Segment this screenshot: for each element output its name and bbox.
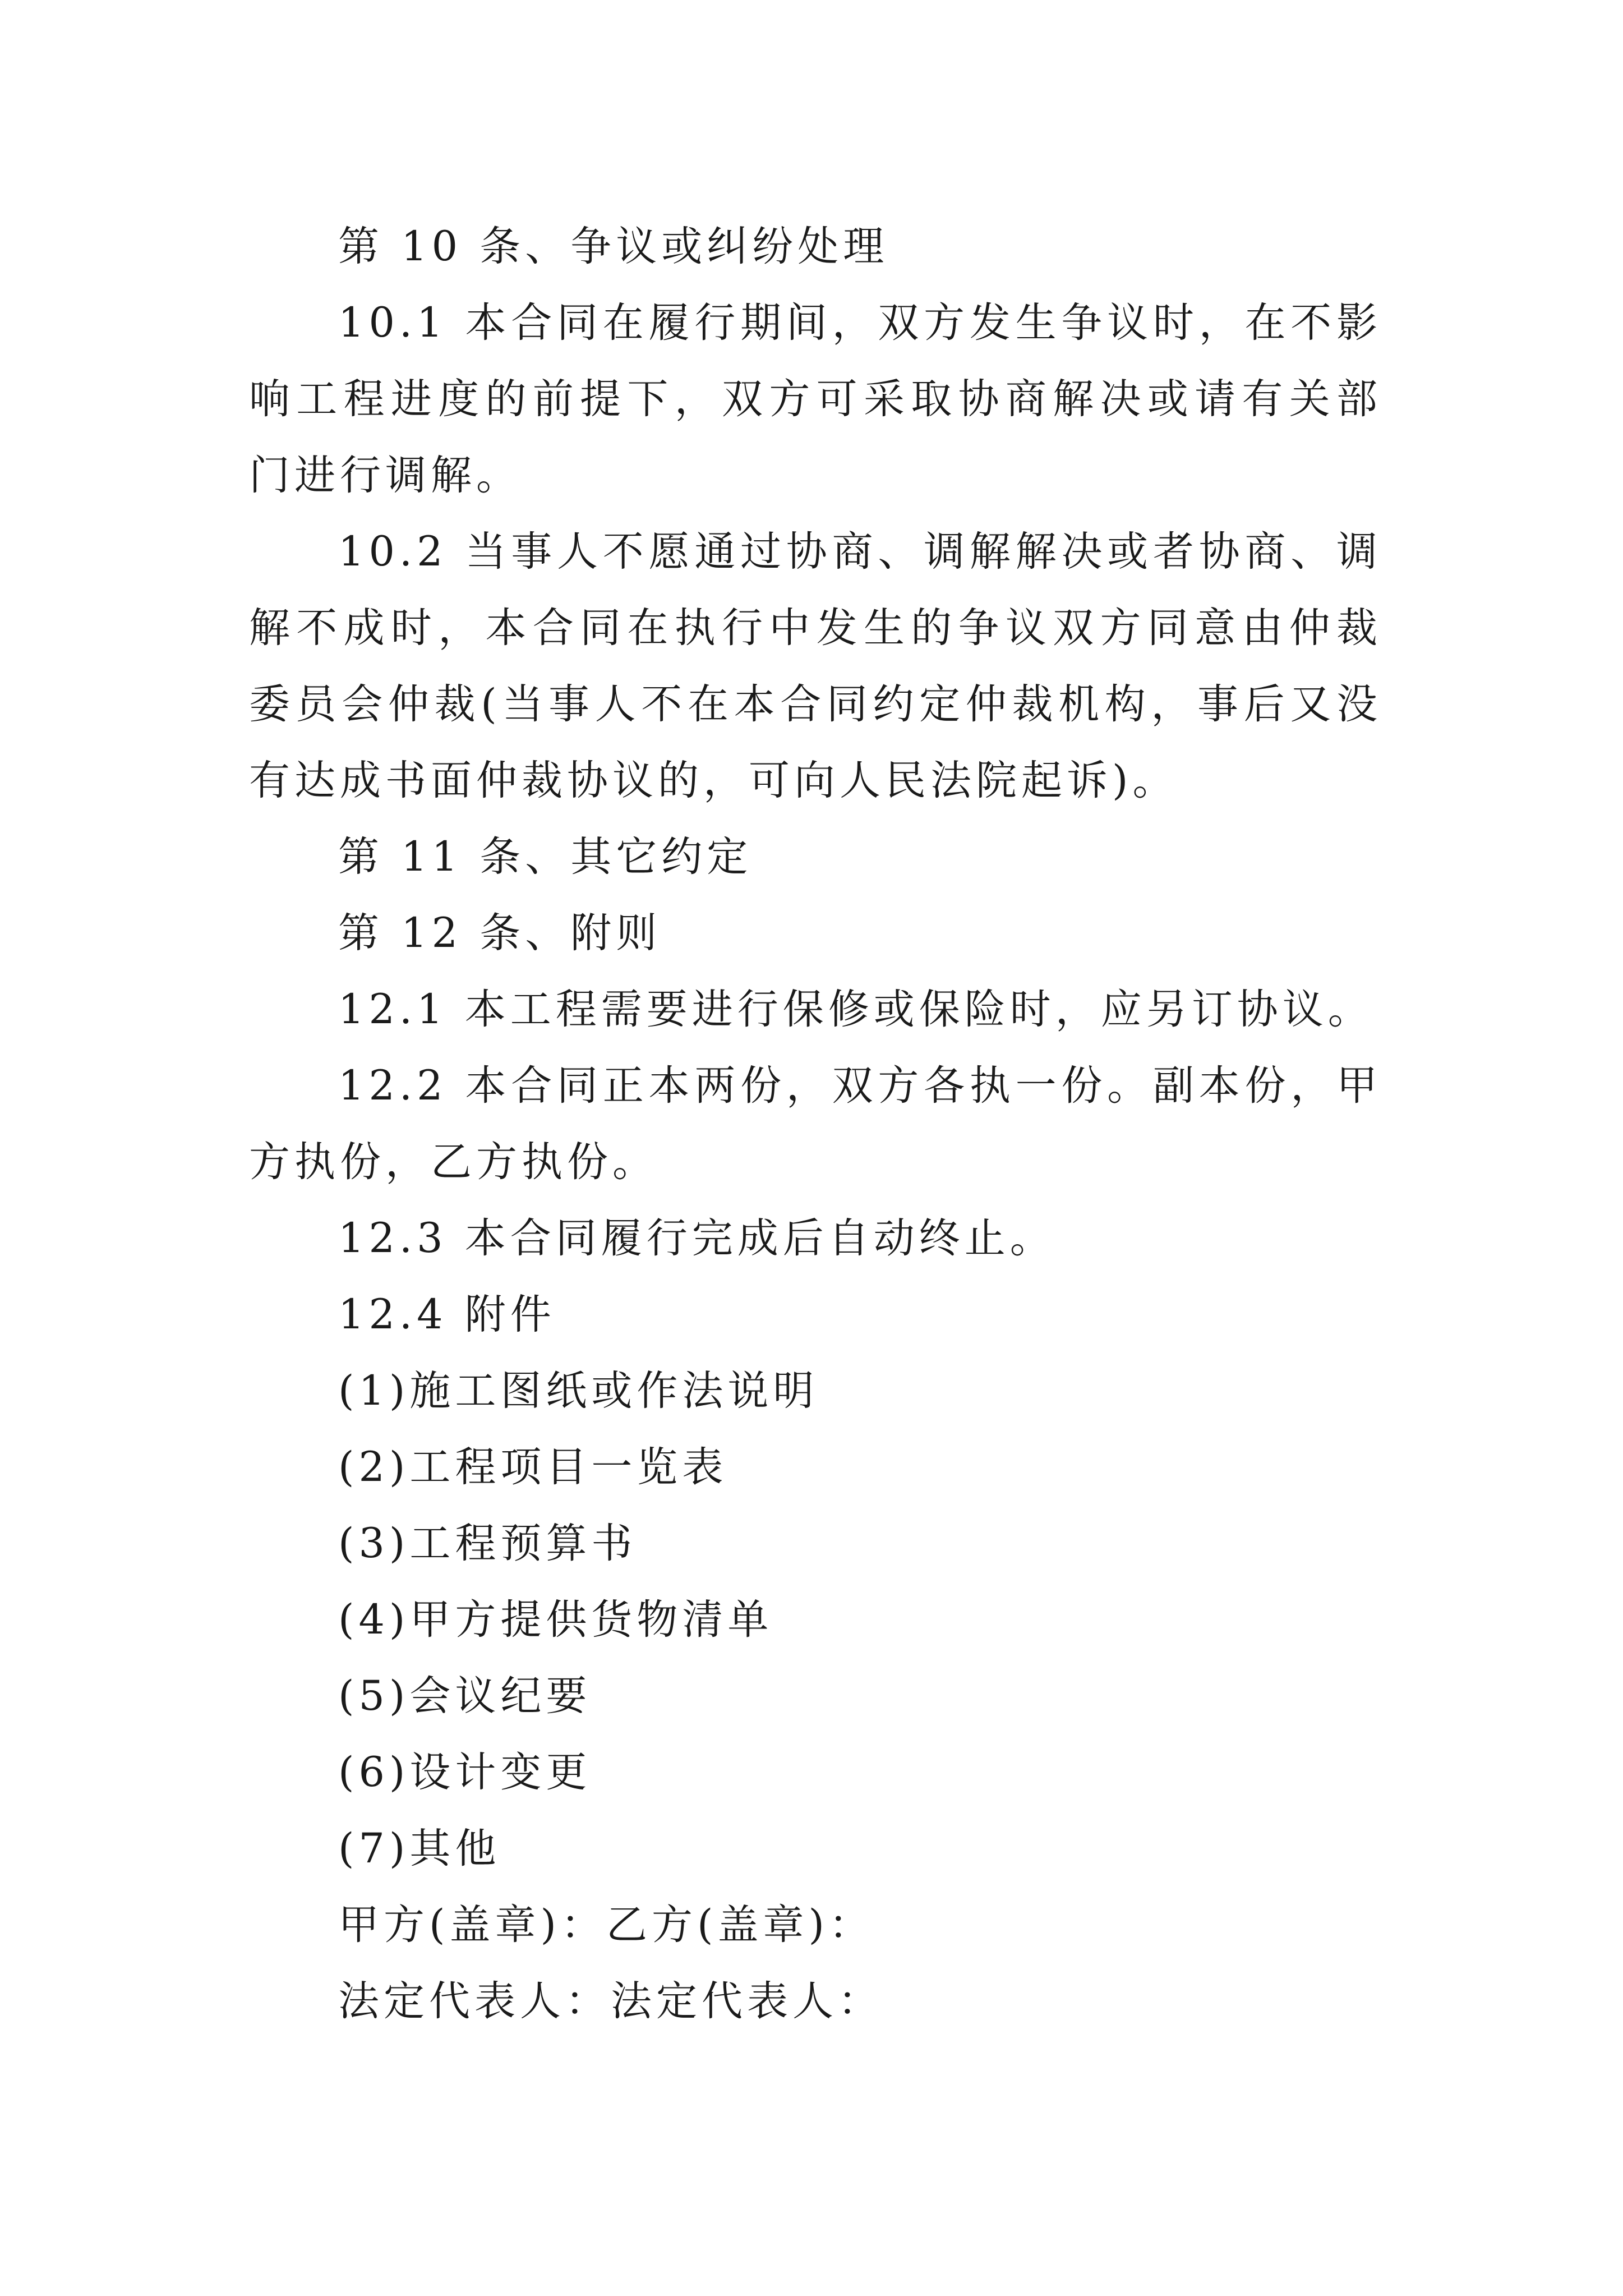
article-12-heading: 第 12 条、附则 [338, 909, 662, 957]
attachment-item: (2)工程项目一览表 [338, 1443, 728, 1491]
article-11-heading: 第 11 条、其它约定 [338, 833, 753, 881]
attachment-item: (1)施工图纸或作法说明 [338, 1367, 819, 1415]
attachment-item: (7)其他 [338, 1825, 501, 1872]
attachment-item: (6)设计变更 [338, 1749, 592, 1796]
document-body [249, 209, 1382, 2040]
attachment-item: (5)会议纪要 [338, 1672, 592, 1720]
attachment-item: (4)甲方提供货物清单 [338, 1596, 773, 1644]
clause-12-3: 12.3 本合同履行完成后自动终止。 [338, 1214, 1055, 1262]
clause-10-2: 10.2 当事人不愿通过协商、调解解决或者协商、调解不成时，本合同在执行中发生的争议双方同意由仲裁委员会仲裁(当事人不在本合同约定仲裁机构，事后又没有达成书面仲裁协议的，可向人民法院起诉)。 [249, 528, 1382, 804]
signature-seals-line: 甲方(盖章)：乙方(盖章)： [338, 1901, 874, 1949]
clause-12-2: 12.2 本合同正本两份，双方各执一份。副本份，甲方执份，乙方执份。 [249, 1062, 1382, 1186]
legal-representatives-line: 法定代表人：法定代表人： [338, 1977, 883, 2025]
article-10-heading: 第 10 条、争议或纠纷处理 [338, 223, 889, 270]
clause-12-4-attachments: 12.4 附件 [338, 1291, 556, 1338]
clause-12-1: 12.1 本工程需要进行保修或保险时，应另订协议。 [338, 986, 1373, 1033]
attachment-item: (3)工程预算书 [338, 1520, 637, 1567]
clause-10-1: 10.1 本合同在履行期间，双方发生争议时，在不影响工程进度的前提下，双方可采取协商解决或请有关部门进行调解。 [249, 299, 1382, 499]
